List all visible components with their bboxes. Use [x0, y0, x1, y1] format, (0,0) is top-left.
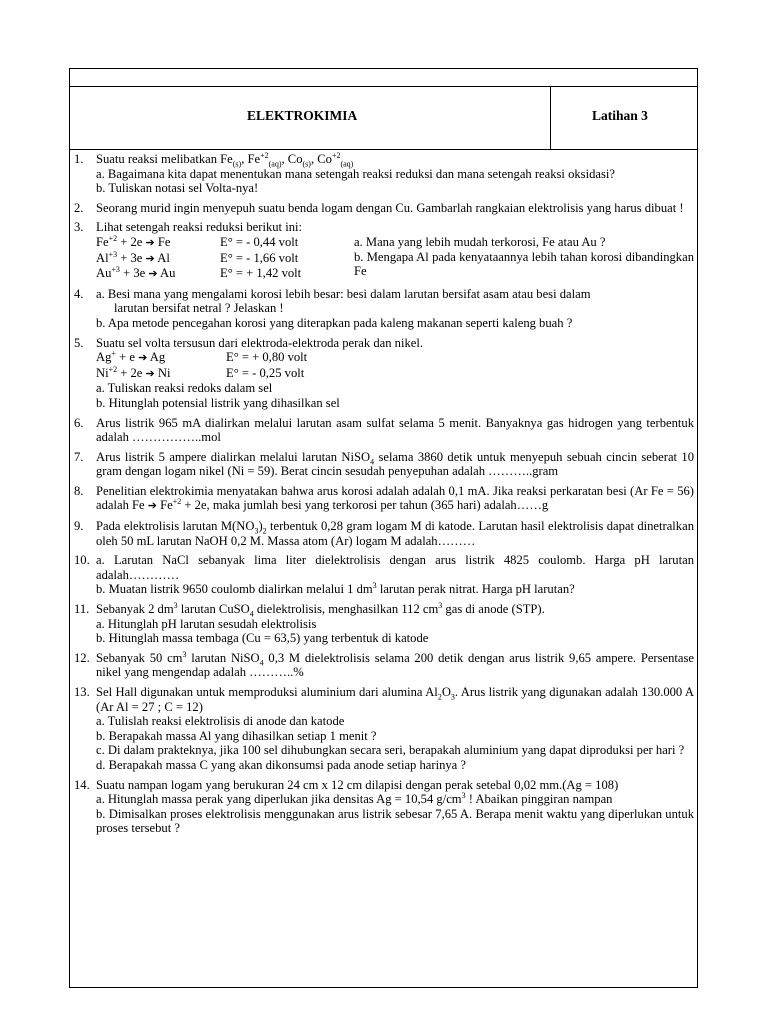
question-5: 5. Suatu sel volta tersusun dari elektroda-elektroda perak dan nikel. Ag+ + e ➔ Ag E° = + 0,80 volt $Ni^{+2} + 2e$ ➔ Ni E° = - 0,25 volt a. Tuliskan reaksi redoks dalam sel b. Hitunglah potensial listrik yang dihasilkan sel: [74, 335, 423, 410]
worksheet-title: ELEKTROKIMIA: [247, 108, 358, 123]
arrow-icon: ➔: [145, 367, 155, 380]
worksheet-frame: [69, 68, 698, 988]
arrow-icon: ➔: [145, 252, 155, 265]
question-14: 14. Suatu nampan logam yang berukuran 24 cm x 12 cm dilapisi dengan perak setebal 0,02 mm.(Ag = 108) a. Hitunglah massa perak yang diperlukan jika densitas Ag = 10,54 $g/cm^3$ ! Abaikan pinggiran nampan b. Dimisalkan proses elektrolisis menggunakan arus listrik sebesar 7,65 A. Berapa menit waktu yang diperlukan untuk proses tersebut ?: [74, 777, 694, 836]
question-2: 2. Seorang murid ingin menyepuh suatu benda logam dengan Cu. Gambarlah rangkaian elektrolisis yang harus dibuat !: [74, 200, 684, 215]
question-9: 9. Pada elektrolisis larutan $M(NO_3)_2$ terbentuk 0,28 gram logam M di katode. Larutan hasil elektrolisis dapat dinetralkan oleh 50 mL larutan NaOH 0,2 M. Massa atom (Ar) logam M adalah………: [74, 519, 694, 548]
arrow-icon: ➔: [148, 268, 158, 281]
question-1: 1. Suatu reaksi melibatkan $Fe_{(s)}$, $Fe^{+2}_{(aq)}$, $Co_{(s)}$, $Co^{+2}_{(aq)}$ a. Bagaimana kita dapat menentukan mana setengah reaksi reduksi dan mana setengah reaksi oksidasi? b. Tuliskan notasi sel Volta-nya!: [74, 150, 615, 196]
question-11: 11. Sebanyak 2 $dm^3$ larutan CuSO$_4$ dielektrolisis, menghasilkan 112 $cm^3$ gas di anode (STP). a. Hitunglah pH larutan sesudah elektrolisis b. Hitunglah massa tembaga (Cu = 63,5) yang terbentuk di katode: [74, 600, 545, 646]
exercise-label: Latihan 3: [592, 108, 648, 123]
question-6: 6. Arus listrik 965 mA dialirkan melalui larutan asam sulfat selama 5 menit. Banyaknya gas hidrogen yang terbentuk adalah ……………..mol: [74, 415, 694, 445]
question-10: 10. a. Larutan NaCl sebanyak lima liter dielektrolisis dengan arus listrik 4825 coulomb. Harga pH larutan adalah………… b. Muatan listrik 9650 coulomb dialirkan melalui 1 $dm^3$ larutan perak nitrat. Harga pH larutan?: [74, 553, 694, 597]
top-divider: [70, 86, 697, 87]
question-3: 3. Lihat setengah reaksi reduksi berikut ini: $Fe^{+2} + 2e$ ➔ Fe E° = - 0,44 volt $Al^{+3} + 3e$ ➔ Al E° = - 1,66 volt $Au^{+3} + 3e$ ➔ Au E° = + 1,42 volt a. Mana yang lebih mudah terkorosi, Fe atau Au ? b. Mengapa Al pada kenyataannya lebih tahan korosi dibandingkan Fe: [74, 220, 694, 281]
arrow-icon: ➔: [138, 352, 148, 365]
arrow-icon: ➔: [147, 500, 157, 513]
question-13: 13. Sel Hall digunakan untuk memproduksi aluminium dari alumina $Al_2O_3$. Arus listrik yang digunakan adalah 130.000 A (Ar Al = 27 ; C = 12) a. Tulislah reaksi elektrolisis di anode dan katode b. Berapakah massa Al yang dihasilkan setiap 1 menit ? c. Di dalam prakteknya, jika 100 sel dihubungkan secara seri, berapakah aluminium yang dapat diproduksi per hari ? d. Berapakah massa C yang akan dikonsumsi pada anode setiap harinya ?: [74, 685, 695, 772]
question-8: 8. Penelitian elektrokimia menyatakan bahwa arus korosi adalah adalah 0,1 mA. Jika reaksi perkaratan besi (Ar Fe = 56) adalah Fe ➔ $Fe^{+2} + 2e$, maka jumlah besi yang terkorosi per tahun (365 hari) adalah……g: [74, 483, 694, 513]
question-4: 4. a. Besi mana yang mengalami korosi lebih besar: besi dalam larutan bersifat asam atau besi dalam larutan bersifat netral ? Jelaskan ! b. Apa metode pencegahan korosi yang diterapkan pada kaleng makanan seperti kaleng buah ?: [74, 286, 591, 330]
header-divider: [70, 149, 697, 150]
header-column-divider: [550, 87, 551, 150]
question-list: [74, 152, 694, 841]
question-7: 7. Arus listrik 5 ampere dialirkan melalui larutan NiSO$_4$ selama 3860 detik untuk menyepuh sebuah cincin seberat 10 gram dengan logam nikel (Ni = 59). Berat cincin sesudah penyepuhan adalah ………..gram: [74, 449, 695, 479]
arrow-icon: ➔: [145, 236, 155, 249]
question-12: 12. Sebanyak 50 $cm^3$ larutan NiSO$_4$ 0,3 M dielektrolisis selama 200 detik dengan arus listrik 9,65 ampere. Persentase nikel yang mengendap adalah ………..%: [74, 649, 694, 680]
